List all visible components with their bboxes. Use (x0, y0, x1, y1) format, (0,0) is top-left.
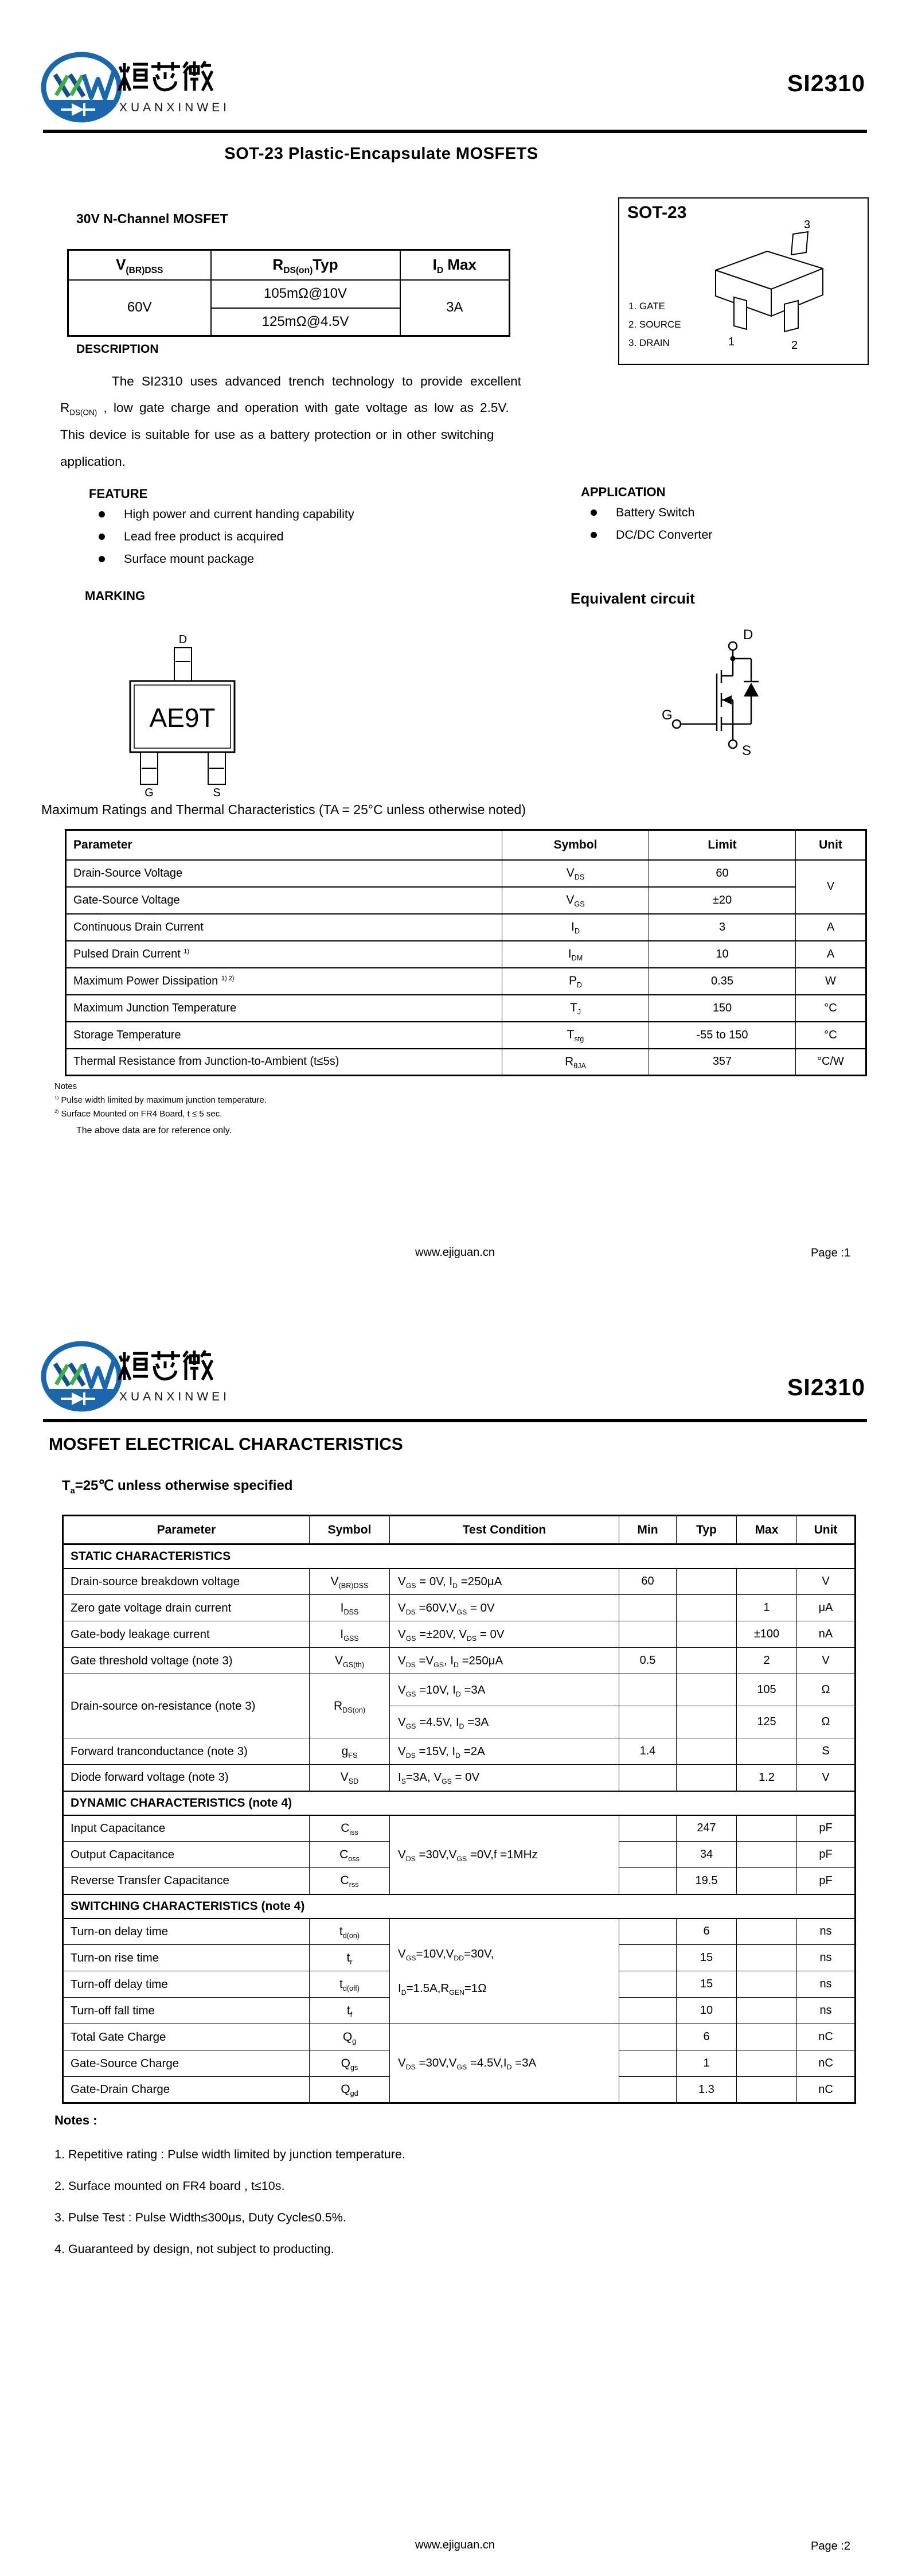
bullet-icon (99, 534, 105, 540)
symbol-cell: $R_{\theta JA}$ (502, 1049, 649, 1076)
footer-page-number: Page :1 (811, 1247, 850, 1259)
application-item-label: DC/DC Converter (616, 528, 713, 542)
note-item: 1. Repetitive rating : Pulse width limited by junction temperature. (54, 2147, 405, 2161)
parameter-cell: Maximum Junction Temperature (66, 995, 502, 1022)
symbol-cell: $t_r$ (310, 1945, 390, 1971)
unit-cell: A (796, 941, 866, 968)
table-row (63, 1621, 856, 1648)
brand-english-text: XUANXINWEI (119, 101, 231, 114)
table-row (63, 1815, 856, 1842)
parameter-cell: Thermal Resistance from Junction-to-Ambient (t≤5s) (66, 1049, 502, 1076)
min-cell (619, 1595, 677, 1621)
brand-logo (40, 50, 126, 128)
table-row (66, 1049, 866, 1076)
note-item: 2. Surface mounted on FR4 board , t≤10s. (54, 2179, 285, 2193)
column-header: Symbol (310, 1516, 390, 1544)
section-header-cell: STATIC CHARACTERISTICS (63, 1544, 856, 1569)
table-row (63, 1919, 856, 1945)
symbol-cell: $V_{(BR)DSS}$ (310, 1569, 390, 1595)
parameter-cell: Drain-Source Voltage (66, 860, 502, 887)
logo-monogram-xxw (55, 72, 114, 99)
unit-cell: μA (797, 1595, 856, 1621)
unit-cell: ns (797, 1998, 856, 2024)
min-cell (619, 1998, 677, 2024)
parameter-cell: Drain-source breakdown voltage (63, 1569, 310, 1595)
note-item: 3. Pulse Test : Pulse Width≤300μs, Duty Cycle≤0.5%. (54, 2211, 346, 2224)
circuit-pin-g: G (662, 707, 673, 723)
marking-pin-d: D (178, 633, 188, 646)
typ-cell: 1.3 (677, 2077, 737, 2103)
symbol-cell: $Q_{gs}$ (310, 2050, 390, 2077)
unit-cell: W (796, 968, 866, 995)
table-row (63, 1738, 856, 1765)
limit-cell: 150 (649, 995, 796, 1022)
symbol-cell: $Q_g$ (310, 2024, 390, 2050)
unit-cell: °C (796, 1022, 866, 1049)
marking-top-view (126, 628, 258, 800)
max-cell: 1.2 (737, 1765, 797, 1791)
min-cell (619, 1815, 677, 1842)
test-condition-cell: $V_{DS} =60V,V_{GS} = 0V$ (390, 1595, 619, 1621)
test-condition-note: $T_a=25℃$ unless otherwise specified (62, 1478, 293, 1496)
typ-cell: 247 (677, 1815, 737, 1842)
limit-cell: 10 (649, 941, 796, 968)
symbol-cell: $I_D$ (502, 914, 649, 941)
table-row (63, 1595, 856, 1621)
limit-cell: 357 (649, 1049, 796, 1076)
marking-heading: MARKING (85, 589, 146, 603)
parameter-cell: Total Gate Charge (63, 2024, 310, 2050)
max-cell (737, 1919, 797, 1945)
test-condition-cell: $V_{GS} =4.5V$, $I_D =3A$ (390, 1706, 619, 1738)
unit-cell: ns (797, 1919, 856, 1945)
electrical-heading: MOSFET ELECTRICAL CHARACTERISTICS (49, 1435, 403, 1454)
min-cell: 0.5 (619, 1648, 677, 1674)
bullet-icon (99, 511, 105, 517)
max-cell: 105 (737, 1674, 797, 1706)
bullet-icon (591, 509, 597, 516)
feature-item-label: Surface mount package (124, 552, 255, 566)
table-row (63, 1765, 856, 1791)
parameter-cell: Storage Temperature (66, 1022, 502, 1049)
footer-page-number: Page :2 (811, 2540, 850, 2552)
page-title: SOT-23 Plastic-Encapsulate MOSFETS (224, 145, 538, 163)
pin-number-3: 3 (804, 219, 811, 231)
symbol-cell: $R_{DS(on)}$ (310, 1674, 390, 1738)
subtitle: 30V N-Channel MOSFET (76, 211, 228, 226)
min-cell (619, 1842, 677, 1868)
brand-chinese-text (118, 59, 214, 98)
parameter-cell: Gate-Source Voltage (66, 887, 502, 914)
description-line: application. (60, 454, 126, 469)
symbol-cell: $t_{d(off)}$ (310, 1971, 390, 1998)
feature-item (99, 507, 354, 522)
unit-cell: pF (797, 1842, 856, 1868)
test-condition-cell: $V_{DS} =V_{GS}$, $I_D =250\mu A$ (390, 1648, 619, 1674)
min-cell (619, 1945, 677, 1971)
max-cell (737, 1945, 797, 1971)
parameter-cell: Input Capacitance (63, 1815, 310, 1842)
brand-chinese-text (118, 1348, 214, 1387)
application-item-label: Battery Switch (616, 505, 695, 519)
test-condition-cell: $V_{GS} =\pm 20V$, $V_{DS} = 0V$ (390, 1621, 619, 1648)
typ-cell: 10 (677, 1998, 737, 2024)
limit-cell: 60 (649, 860, 796, 887)
summary-table (67, 249, 510, 337)
typ-cell (677, 1621, 737, 1648)
symbol-cell: $Q_{gd}$ (310, 2077, 390, 2103)
parameter-cell: Maximum Power Dissipation $^{1) 2)}$ (66, 968, 502, 995)
symbol-cell: $V_{GS(th)}$ (310, 1648, 390, 1674)
parameter-cell: Turn-on rise time (63, 1945, 310, 1971)
part-number: SI2310 (787, 1374, 865, 1400)
equivalent-circuit-heading: Equivalent circuit (571, 590, 695, 607)
symbol-cell: $V_{GS}$ (502, 887, 649, 914)
description-line: The SI2310 uses advanced trench technology to provide excellent (112, 374, 521, 388)
parameter-cell: Gate-Source Charge (63, 2050, 310, 2077)
max-cell: 2 (737, 1648, 797, 1674)
max-cell (737, 1569, 797, 1595)
symbol-cell: $C_{iss}$ (310, 1815, 390, 1842)
min-cell (619, 1919, 677, 1945)
column-header: Parameter (66, 830, 502, 860)
parameter-cell: Turn-off fall time (63, 1998, 310, 2024)
circuit-pin-d: D (743, 627, 753, 643)
part-number: SI2310 (787, 70, 865, 96)
table-row (66, 941, 866, 968)
section-header-cell: DYNAMIC CHARACTERISTICS (note 4) (63, 1791, 856, 1815)
symbol-cell: $V_{DS}$ (502, 860, 649, 887)
unit-cell: V (796, 860, 866, 914)
table-row (66, 1022, 866, 1049)
symbol-cell: $T_{stg}$ (502, 1022, 649, 1049)
symbol-cell: $g_{FS}$ (310, 1738, 390, 1765)
min-cell (619, 1674, 677, 1706)
brand-logo (40, 1340, 126, 1417)
unit-cell: pF (797, 1868, 856, 1894)
marking-pin-g: G (144, 787, 154, 799)
min-cell (619, 2077, 677, 2103)
typ-cell (677, 1706, 737, 1738)
max-cell (737, 1868, 797, 1894)
table-row (63, 1791, 856, 1815)
pin-label: 1. GATE (628, 301, 665, 312)
max-cell (737, 1842, 797, 1868)
typ-cell (677, 1738, 737, 1765)
table-row (66, 914, 866, 941)
test-condition-cell: $V_{GS} =10V$, $I_D =3A$ (390, 1674, 619, 1706)
feature-item-label: Lead free product is acquired (124, 530, 284, 543)
unit-cell: °C/W (796, 1049, 866, 1076)
vbr-value: 60V (68, 280, 211, 336)
limit-cell: 3 (649, 914, 796, 941)
min-cell: 1.4 (619, 1738, 677, 1765)
feature-item (99, 530, 283, 544)
symbol-cell: $T_J$ (502, 995, 649, 1022)
max-cell (737, 1738, 797, 1765)
limit-cell: 0.35 (649, 968, 796, 995)
feature-item (99, 552, 254, 566)
table-row (63, 1569, 856, 1595)
parameter-cell: Drain-source on-resistance (note 3) (63, 1674, 310, 1738)
max-cell (737, 1998, 797, 2024)
bullet-icon (591, 532, 597, 538)
unit-cell: V (797, 1765, 856, 1791)
notes-heading: Notes (54, 1081, 77, 1091)
application-item (591, 505, 694, 520)
column-header: Max (737, 1516, 797, 1544)
test-condition-cell: $V_{GS} = 0V$, $I_D =250\mu A$ (390, 1569, 619, 1595)
brand-english-text: XUANXINWEI (119, 1390, 231, 1403)
symbol-cell: $C_{oss}$ (310, 1842, 390, 1868)
parameter-cell: Gate-body leakage current (63, 1621, 310, 1648)
notes-heading: Notes : (54, 2113, 97, 2127)
note-item: $^{2)}$ Surface Mounted on FR4 Board, t ≤ 5 sec. (54, 1109, 222, 1119)
package-3d-drawing (619, 199, 868, 364)
note-item: 4. Guaranteed by design, not subject to producting. (54, 2242, 334, 2256)
unit-cell: nA (797, 1621, 856, 1648)
description-line: This device is suitable for use as a battery protection or in other switching (60, 427, 494, 442)
header-rule (43, 1419, 867, 1422)
marking-pin-s: S (213, 787, 221, 799)
typ-cell: 15 (677, 1971, 737, 1998)
pin-number-1: 1 (728, 336, 735, 348)
typ-cell: 1 (677, 2050, 737, 2077)
unit-cell: nC (797, 2077, 856, 2103)
description-heading: DESCRIPTION (76, 343, 159, 356)
bullet-icon (99, 556, 105, 562)
application-item (591, 528, 712, 542)
parameter-cell: Turn-off delay time (63, 1971, 310, 1998)
typ-cell: 15 (677, 1945, 737, 1971)
parameter-cell: Continuous Drain Current (66, 914, 502, 941)
column-header: Unit (796, 830, 866, 860)
unit-cell: nC (797, 2050, 856, 2077)
note-item: $^{1)}$ Pulse width limited by maximum junction temperature. (54, 1095, 267, 1105)
typ-cell (677, 1595, 737, 1621)
test-condition-cell: $I_S=3A$, $V_{GS} = 0V$ (390, 1765, 619, 1791)
parameter-cell: Reverse Transfer Capacitance (63, 1868, 310, 1894)
test-condition-cell: $V_{DS} =30V,V_{GS} =4.5V,I_D =3A$ (390, 2024, 619, 2103)
max-cell: 1 (737, 1595, 797, 1621)
test-condition-cell: $V_{GS}=10V,V_{DD}=30V$, $I_D=1.5A,R_{GEN}=1\Omega$ (390, 1919, 619, 2024)
table-row (68, 280, 510, 308)
symbol-cell: $I_{DSS}$ (310, 1595, 390, 1621)
column-header: $R_{DS(on)}Typ$ (211, 250, 400, 280)
unit-cell: V (797, 1648, 856, 1674)
parameter-cell: Forward tranconductance (note 3) (63, 1738, 310, 1765)
reference-note: The above data are for reference only. (76, 1126, 232, 1135)
max-cell (737, 2024, 797, 2050)
section-header-cell: SWITCHING CHARACTERISTICS (note 4) (63, 1894, 856, 1919)
table-header-row (66, 830, 866, 860)
min-cell (619, 1621, 677, 1648)
parameter-cell: Diode forward voltage (note 3) (63, 1765, 310, 1791)
feature-item-label: High power and current handing capability (124, 507, 354, 521)
rds-value-2: 125mΩ@4.5V (211, 308, 400, 336)
table-row (66, 968, 866, 995)
footer-url: www.ejiguan.cn (415, 1246, 495, 1259)
package-name: SOT-23 (627, 203, 687, 222)
table-row (63, 1648, 856, 1674)
parameter-cell: Gate-Drain Charge (63, 2077, 310, 2103)
table-row (63, 2024, 856, 2050)
table-row (63, 1894, 856, 1919)
typ-cell (677, 1569, 737, 1595)
typ-cell: 34 (677, 1842, 737, 1868)
column-header: Min (619, 1516, 677, 1544)
idmax-value: 3A (400, 280, 510, 336)
table-row (63, 1674, 856, 1706)
max-cell: ±100 (737, 1621, 797, 1648)
logo-monogram-xxw (55, 1361, 114, 1388)
parameter-cell: Gate threshold voltage (note 3) (63, 1648, 310, 1674)
table-row (66, 887, 866, 914)
equivalent-circuit-diagram (659, 621, 786, 764)
typ-cell (677, 1765, 737, 1791)
description-line: $R_{DS(ON)}$ , low gate charge and operation with gate voltage as low as 2.5V. (60, 400, 509, 417)
unit-cell: nC (797, 2024, 856, 2050)
circuit-pin-s: S (742, 743, 752, 758)
rds-value-1: 105mΩ@10V (211, 280, 400, 308)
symbol-cell: $t_f$ (310, 1998, 390, 2024)
min-cell: 60 (619, 1569, 677, 1595)
max-cell (737, 2077, 797, 2103)
min-cell (619, 2050, 677, 2077)
unit-cell: pF (797, 1815, 856, 1842)
column-header: $I_D$ Max (400, 250, 510, 280)
max-cell (737, 2050, 797, 2077)
table-row (66, 995, 866, 1022)
test-condition-cell: $V_{DS} =15V$, $I_D =2A$ (390, 1738, 619, 1765)
min-cell (619, 1765, 677, 1791)
typ-cell: 6 (677, 1919, 737, 1945)
ratings-notes (54, 1080, 267, 1121)
unit-cell: ns (797, 1945, 856, 1971)
typ-cell: 19.5 (677, 1868, 737, 1894)
max-cell (737, 1815, 797, 1842)
unit-cell: V (797, 1569, 856, 1595)
column-header: $V_{(BR)DSS}$ (68, 250, 211, 280)
max-cell (737, 1971, 797, 1998)
pin-label: 2. SOURCE (628, 319, 681, 330)
ratings-table (65, 829, 867, 1076)
symbol-cell: $I_{DM}$ (502, 941, 649, 968)
typ-cell (677, 1648, 737, 1674)
electrical-characteristics-table (62, 1515, 856, 2104)
parameter-cell: Turn-on delay time (63, 1919, 310, 1945)
min-cell (619, 1868, 677, 1894)
max-cell: 125 (737, 1706, 797, 1738)
page-2 (0, 1288, 910, 2576)
pin-label: 3. DRAIN (628, 337, 670, 348)
min-cell (619, 2024, 677, 2050)
column-header: Typ (677, 1516, 737, 1544)
parameter-cell: Zero gate voltage drain current (63, 1595, 310, 1621)
column-header: Parameter (63, 1516, 310, 1544)
table-row (68, 250, 510, 280)
pin-number-2: 2 (791, 339, 798, 352)
min-cell (619, 1971, 677, 1998)
table-header-row (63, 1516, 856, 1544)
limit-cell: ±20 (649, 887, 796, 914)
symbol-cell: $C_{rss}$ (310, 1868, 390, 1894)
header-rule (43, 130, 867, 133)
symbol-cell: $V_{SD}$ (310, 1765, 390, 1791)
column-header: Limit (649, 830, 796, 860)
test-condition-cell: $V_{DS} =30V,V_{GS} =0V,f =1MHz$ (390, 1815, 619, 1894)
unit-cell: S (797, 1738, 856, 1765)
unit-cell: °C (796, 995, 866, 1022)
application-heading: APPLICATION (581, 485, 666, 499)
column-header: Unit (797, 1516, 856, 1544)
symbol-cell: $I_{GSS}$ (310, 1621, 390, 1648)
feature-heading: FEATURE (89, 487, 148, 501)
unit-cell: A (796, 914, 866, 941)
footer-url: www.ejiguan.cn (415, 2539, 495, 2551)
symbol-cell: $P_D$ (502, 968, 649, 995)
table-row (63, 1544, 856, 1569)
limit-cell: -55 to 150 (649, 1022, 796, 1049)
typ-cell (677, 1674, 737, 1706)
ratings-title: Maximum Ratings and Thermal Characteristics (TA = 25°C unless otherwise noted) (41, 802, 526, 817)
unit-cell: ns (797, 1971, 856, 1998)
package-box (618, 197, 869, 365)
parameter-cell: Pulsed Drain Current $^{1)}$ (66, 941, 502, 968)
typ-cell: 6 (677, 2024, 737, 2050)
table-row (66, 860, 866, 887)
column-header: Test Condition (390, 1516, 619, 1544)
parameter-cell: Output Capacitance (63, 1842, 310, 1868)
unit-cell: Ω (797, 1674, 856, 1706)
marking-code: AE9T (149, 703, 216, 733)
min-cell (619, 1706, 677, 1738)
column-header: Symbol (502, 830, 649, 860)
unit-cell: Ω (797, 1706, 856, 1738)
symbol-cell: $t_{d(on)}$ (310, 1919, 390, 1945)
